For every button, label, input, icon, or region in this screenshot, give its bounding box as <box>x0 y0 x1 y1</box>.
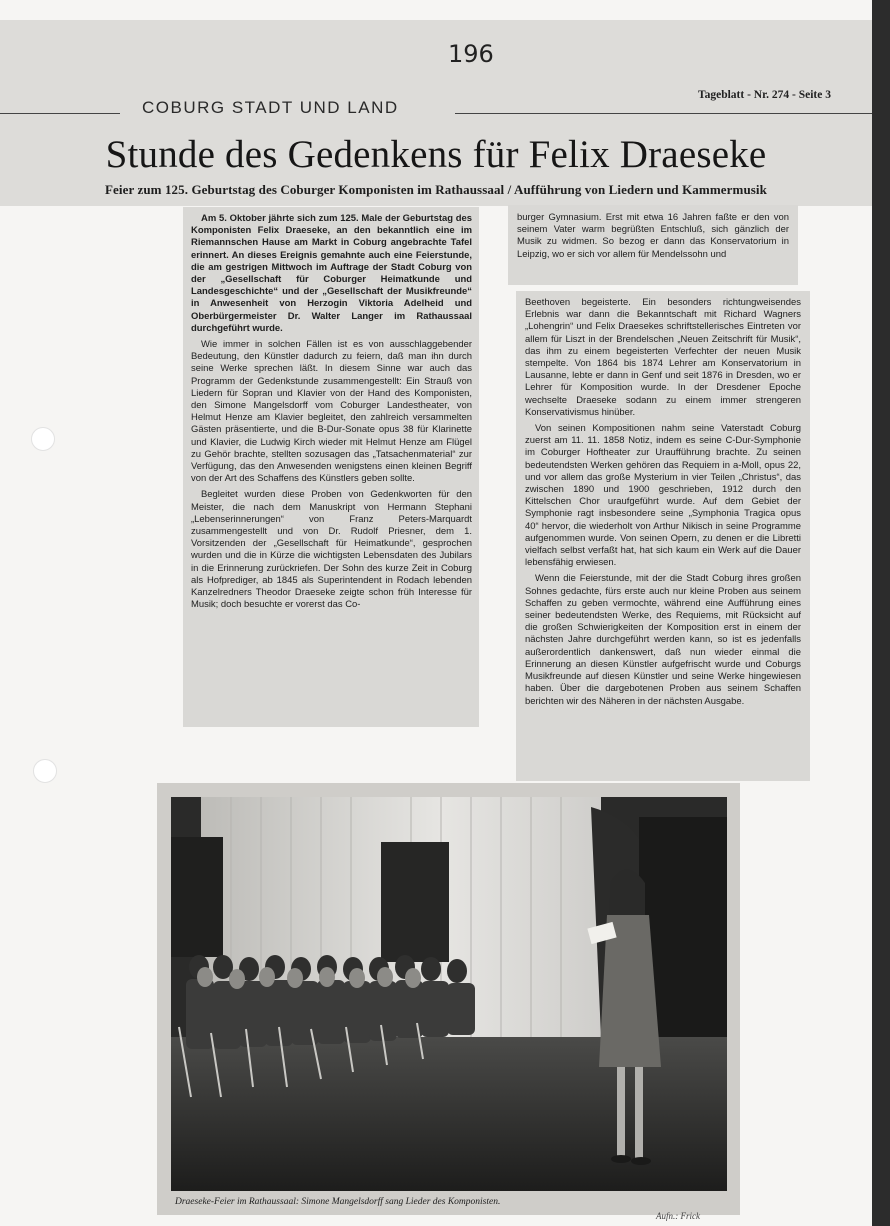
article-paragraph: Beethoven begeisterte. Ein besonders richtungweisendes Erlebnis war dann die Bekanntschaft mit Richard Wagners „Lohengrin“ und Felix Draesekes schriftstellerisches Eintreten vor allem für Liszt in der Brendelschen „Neuen Zeitschrift für Musik“, das ihm zu einem begeisterten Verfechter der neuen Musik stempelte. Von 1864 bis 1874 Lehrer am Konservatorium in Lausanne, lebte er dann in Genf und seit 1876 in Dresden, wo er Lehrer für Komposition wurde. In der Dresdener Epoche wechselte Draeseke sodann zu einem immer strengeren Konservativismus hinüber. <box>525 297 801 418</box>
article-paragraph: Von seinen Kompositionen nahm seine Vaterstadt Coburg zuerst am 11. 11. 1858 Notiz, indem es seine C-Dur-Symphonie im Coburger Hoftheater zur Uraufführung brachte. Zu seinen bedeutendsten Werken gehören das Requiem in a-Moll, opus 22, und vor allem das große Mysterium in vier Teilen „Christus“, das zwischen 1890 und 1900 geschrieben, 1912 durch den Kittelschen Chor uraufgeführt wurde. Auf dem Gebiet der Symphonie ragt insbesondere seine „Symphonia Tragica opus 40“ hervor, die wiederholt von Arthur Nikisch in seine Programme aufgenommen wurde. Von seinen Opern, zu denen er die Libretti vielfach selbst verfaßt hat, hat sich kaum ein Werk auf die Dauer lebensfähig erwiesen. <box>525 423 801 569</box>
punch-hole-lower <box>33 759 57 783</box>
photo-caption: Draeseke-Feier im Rathaussaal: Simone Mangelsdorff sang Lieder des Komponisten. <box>175 1197 501 1207</box>
article-paragraph: Wie immer in solchen Fällen ist es von ausschlaggebender Bedeutung, den Künstler dadurch zu feiern, daß man ihn durch seine Werke sprechen läßt. In diesem Sinne war auch das Programm der Gedenkstunde zusammengestellt: Ein Strauß von Liedern für Sopran und Klavier von der Hand des Komponisten, den Simone Mangelsdorff vom Coburger Landestheater, von Helmut Henze am Klavier begleitet, den zahlreich versammelten Gästen präsentierte, und die B-Dur-Sonate opus 38 für Klarinette und Klavier, die Ludwig Kirch wieder mit Helmut Henze am Flügel zu Gehör brachte, stellten sozusagen das „Tatsachenmaterial“ zur Verfügung, das den Anwesenden wenigstens einen kleinen Begriff von der Art des Schaffens des Künstlers geben sollte. <box>191 339 472 485</box>
section-rule-left <box>0 113 120 114</box>
article-paragraph: burger Gymnasium. Erst mit etwa 16 Jahren faßte er den von seinem Vater warm begrüßten Entschluß, sich gänzlich der Musik zu widmen. So bezog er dann das Konservatorium in Leipzig, wo er sich vor allem für Mendelssohn und <box>517 212 789 260</box>
doorway <box>381 842 449 962</box>
article-column-right <box>516 291 810 781</box>
section-rule-right <box>455 113 872 114</box>
article-paragraph: Wenn die Feierstunde, mit der die Stadt Coburg ihres großen Sohnes gedachte, fürs erste auch nur kleine Proben aus seinem Schaffen zu geben vermochte, während eine Aufführung eines seiner bedeutendsten Werke, des Requiems, mit Rücksicht auf die großen Schwierigkeiten der Komposition erst in einem der nächsten Jahre durchgeführt werden kann, so ist es jedenfalls außerordentlich dankenswert, daß nun wieder einmal die Erinnerung an diesen Künstler aufgefrischt wurde und Coburgs Musikfreunde auf diesen Künstler und seine Werke hingewiesen haben. Über die dargebotenen Proben aus seinem Schaffen berichten wir des Näheren in der nächsten Ausgabe. <box>525 573 801 707</box>
article-headline: Stunde des Gedenkens für Felix Draeseke <box>105 133 767 176</box>
section-heading: COBURG STADT UND LAND <box>142 98 399 117</box>
photo-scene <box>171 797 727 1191</box>
article-photo <box>157 783 740 1215</box>
handwritten-page-number: 196 <box>448 40 494 68</box>
article-lead-paragraph: Am 5. Oktober jährte sich zum 125. Male der Geburtstag des Komponisten Felix Draeseke, an den bekanntlich eine im Riemannschen Hause am Markt in Coburg angebrachte Tafel erinnert. An dieses Ereignis gemahnte auch eine Feierstunde, die am gestrigen Mittwoch im Auftrage der Stadt Coburg von der „Gesellschaft für Coburger Heimatkunde und Landesgeschichte“ und der „Gesellschaft der Musikfreunde“ in Anwesenheit von Herzogin Viktoria Adelheid und Oberbürgermeister Dr. Walter Langer im Rathaussaal durchgeführt wurde. <box>191 213 472 334</box>
article-column-right-top <box>508 205 798 285</box>
scan-edge <box>872 0 890 1226</box>
photo-credit: Aufn.: Frick <box>656 1211 700 1221</box>
punch-hole-upper <box>31 427 55 451</box>
newspaper-info: Tageblatt - Nr. 274 - Seite 3 <box>698 89 831 101</box>
article-paragraph: Begleitet wurden diese Proben von Gedenkworten für den Meister, die nach dem Manuskript von Hermann Stephani „Lebenserinnerungen“ von Franz Peters-Marquardt zusammengestellt und von Dr. Rudolf Priesner, dem 1. Vorsitzenden der „Gesellschaft für Heimatkunde“, gesprochen wurden und die in Kürze die wichtigsten Lebensdaten des Jubilars in die Erinnerung zurückriefen. Der Sohn des kurze Zeit in Coburg als Hofprediger, ab 1845 als Superintendent in Rodach lebenden Kanzelredners Theodor Draeseke zeigte schon früh Interesse für Musik; doch besuchte er vorerst das Co- <box>191 489 472 611</box>
article-subheadline: Feier zum 125. Geburtstag des Coburger Komponisten im Rathaussaal / Aufführung von Liedern und Kammermusik <box>105 182 767 197</box>
article-column-left <box>183 207 479 727</box>
